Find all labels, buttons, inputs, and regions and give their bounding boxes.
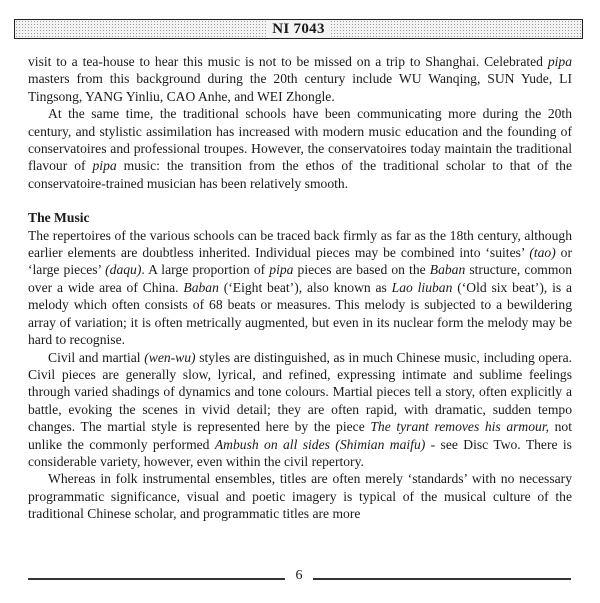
page-number: 6	[295, 568, 303, 583]
text-run: masters from this background during the 20th century include WU Wanqing, SUN Yude, LI Tingsong, YANG Yinliu, CAO Anhe, and WEI Zhongle.	[28, 71, 572, 104]
text-run: styles are distinguished, as in much Chinese music, including opera. Civil pieces are generally slow, lyrical, and refined, expressing intimate and sublime feelings through varied shadings of dynamics and tone colours. Martial pieces tell a story, often explicitly a battle, evoking the scenes in vivid detail; they are often rapid, with dramatic, sudden tempo changes. The martial style is represented here by the piece	[28, 349, 573, 435]
catalog-number: NI 7043	[266, 21, 331, 37]
body-text	[28, 53, 572, 523]
catalog-header-box	[14, 19, 583, 39]
paragraph	[28, 349, 572, 471]
text-run: pieces are based on the	[293, 262, 430, 278]
footer-rule-right	[313, 578, 571, 580]
italic-term: Lao liuban	[391, 279, 453, 295]
italic-term: (tao)	[529, 245, 556, 261]
paragraph	[28, 227, 572, 349]
text-run: structure, common over a wide area of China.	[28, 262, 572, 295]
text-run: not unlike the commonly performed	[28, 419, 572, 452]
text-run: music: the transition from the ethos of the traditional scholar to that of the conservatoire-trained musician has been relatively smooth.	[28, 158, 572, 191]
text-run: . A large proportion of	[141, 262, 270, 278]
italic-term: The tyrant removes his armour,	[370, 419, 550, 435]
paragraph	[28, 470, 572, 522]
italic-term: pipa	[92, 158, 117, 174]
text-run: visit to a tea-house to hear this music is not to be missed on a trip to Shanghai. Celebrated	[28, 54, 548, 69]
italic-term: pipa	[547, 54, 572, 69]
italic-term: (daqu)	[105, 262, 142, 278]
text-run: At the same time, the traditional schools have been communicating more during the 20th century, and stylistic assimilation has increased with modern music education and the founding of conservatoires and professional troupes. However, the conservatoires today maintain the traditional flavour of	[28, 106, 572, 174]
text-run: The repertoires of the various schools can be traced back firmly as far as the 18th century, although earlier elements are doubtless inherited. Individual pieces may be combined into ‘suites’	[28, 227, 572, 261]
text-run: (‘Eight beat’), also known as	[218, 279, 392, 295]
italic-term: pipa	[269, 262, 294, 278]
intro-paragraphs	[28, 53, 572, 192]
italic-term: Baban	[183, 279, 219, 295]
music-paragraphs	[28, 227, 572, 523]
footer-rule-left	[28, 578, 285, 580]
italic-term: (wen-wu)	[144, 349, 196, 365]
paragraph	[28, 53, 572, 105]
text-run: or ‘large pieces’	[28, 245, 572, 278]
section-heading: The Music	[28, 210, 90, 226]
italic-term: Ambush on all sides (Shimian maifu)	[214, 436, 426, 452]
text-run: (‘Old six beat’), is a melody which often consists of 68 beats or measures. This melody is subjected to a bewildering array of variation; it is often metrically augmented, but even in its nuclear form the melody may be hard to recognise.	[28, 279, 573, 348]
text-run: Whereas in folk instrumental ensembles, titles are often merely ‘standards’ with no necessary programmatic significance, visual and poetic imagery is typical of the musical culture of the traditional Chinese scholar, and programmatic titles are more	[28, 471, 572, 522]
text-run: - see Disc Two. There is considerable variety, however, even within the civil repertory.	[28, 436, 572, 469]
italic-term: Baban	[429, 262, 466, 278]
paragraph	[28, 105, 572, 192]
text-run: Civil and martial	[48, 349, 145, 365]
